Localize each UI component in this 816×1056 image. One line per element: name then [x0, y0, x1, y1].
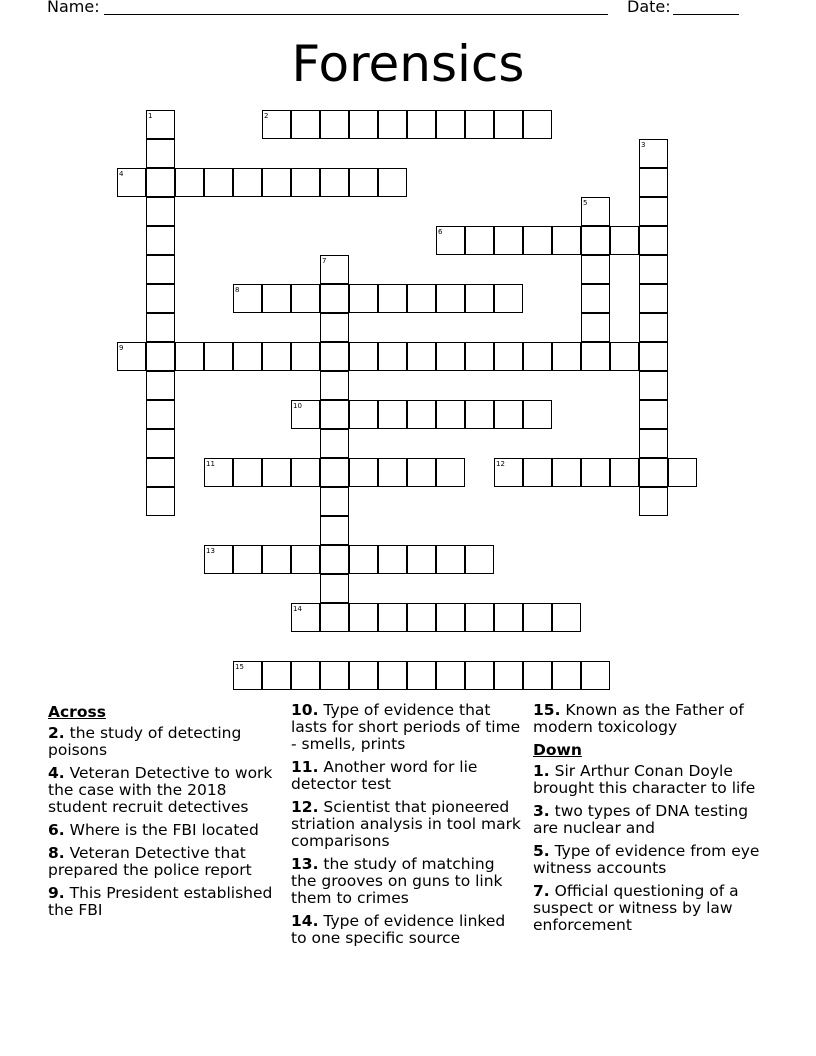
grid-cell[interactable]	[146, 429, 175, 458]
across-clue	[48, 885, 286, 919]
clue-number-11: 11	[206, 460, 215, 468]
grid-cell[interactable]	[320, 458, 349, 487]
grid-cell[interactable]	[320, 545, 349, 574]
clue-number-2: 2	[264, 112, 269, 120]
grid-cell[interactable]	[523, 226, 552, 255]
grid-cell[interactable]	[407, 342, 436, 371]
grid-cell[interactable]	[320, 110, 349, 139]
grid-cell[interactable]	[146, 226, 175, 255]
grid-cell[interactable]	[494, 603, 523, 632]
down-clue	[533, 843, 769, 877]
grid-cell[interactable]	[349, 545, 378, 574]
grid-cell[interactable]	[465, 226, 494, 255]
grid-cell[interactable]	[349, 110, 378, 139]
grid-cell[interactable]	[320, 400, 349, 429]
clue-number-1: 1	[148, 112, 153, 120]
grid-cell[interactable]	[639, 226, 668, 255]
across-clue	[291, 856, 521, 907]
down-clue	[533, 803, 769, 837]
grid-cell[interactable]	[465, 545, 494, 574]
grid-cell[interactable]	[639, 342, 668, 371]
grid-cell[interactable]	[552, 661, 581, 690]
grid-cell[interactable]	[552, 226, 581, 255]
grid-cell[interactable]	[378, 545, 407, 574]
grid-cell[interactable]	[204, 342, 233, 371]
grid-cell[interactable]	[407, 661, 436, 690]
grid-cell[interactable]	[175, 342, 204, 371]
grid-cell[interactable]	[494, 226, 523, 255]
grid-cell[interactable]	[436, 400, 465, 429]
clue-number: 5.	[533, 842, 550, 860]
grid-cell[interactable]	[262, 168, 291, 197]
across-clue	[48, 845, 286, 879]
across-clue	[533, 702, 769, 736]
name-label: Name:	[47, 0, 100, 16]
grid-cell[interactable]	[146, 284, 175, 313]
grid-cell[interactable]	[146, 139, 175, 168]
grid-cell[interactable]	[320, 487, 349, 516]
grid-cell[interactable]	[523, 603, 552, 632]
clue-text: Known as the Father of modern toxicology	[533, 701, 744, 736]
clue-text: Official questioning of a suspect or witness by law enforcement	[533, 882, 739, 934]
grid-cell[interactable]	[146, 342, 175, 371]
grid-cell[interactable]	[639, 487, 668, 516]
grid-cell[interactable]	[639, 371, 668, 400]
grid-cell[interactable]	[378, 342, 407, 371]
grid-cell[interactable]	[639, 168, 668, 197]
clue-number: 12.	[291, 798, 319, 816]
across-clue	[48, 765, 286, 816]
grid-cell[interactable]	[552, 342, 581, 371]
clue-number: 11.	[291, 758, 319, 776]
clue-text: Another word for lie detector test	[291, 758, 478, 793]
clue-text: the study of detecting poisons	[48, 724, 242, 759]
grid-cell[interactable]	[668, 458, 697, 487]
grid-cell[interactable]	[610, 458, 639, 487]
grid-cell[interactable]	[320, 313, 349, 342]
grid-cell[interactable]	[552, 603, 581, 632]
puzzle-title: Forensics	[291, 35, 525, 93]
clue-number: 3.	[533, 802, 550, 820]
clue-number-12: 12	[496, 460, 505, 468]
grid-cell[interactable]	[581, 313, 610, 342]
grid-cell[interactable]	[233, 342, 262, 371]
grid-cell[interactable]	[349, 400, 378, 429]
grid-cell[interactable]	[436, 458, 465, 487]
clue-text: Scientist that pioneered striation analysis in tool mark comparisons	[291, 798, 521, 850]
grid-cell[interactable]	[407, 400, 436, 429]
grid-cell[interactable]	[262, 661, 291, 690]
clue-text: Type of evidence from eye witness accounts	[533, 842, 760, 877]
clue-number: 4.	[48, 764, 65, 782]
grid-cell[interactable]	[291, 168, 320, 197]
clue-number-15: 15	[235, 663, 244, 671]
across-clue	[291, 759, 521, 793]
grid-cell[interactable]	[320, 574, 349, 603]
grid-cell[interactable]	[465, 110, 494, 139]
grid-cell[interactable]	[465, 284, 494, 313]
grid-cell[interactable]	[262, 458, 291, 487]
across-clue	[291, 702, 521, 753]
clue-number: 13.	[291, 855, 319, 873]
clue-column-2	[291, 702, 521, 953]
grid-cell[interactable]	[407, 458, 436, 487]
clue-number: 2.	[48, 724, 65, 742]
across-clue	[291, 799, 521, 850]
grid-cell[interactable]	[523, 458, 552, 487]
clue-column-1	[48, 702, 286, 925]
grid-cell[interactable]	[494, 284, 523, 313]
grid-cell[interactable]	[378, 110, 407, 139]
grid-cell[interactable]	[233, 168, 262, 197]
grid-cell[interactable]	[436, 603, 465, 632]
grid-cell[interactable]	[291, 110, 320, 139]
grid-cell[interactable]	[320, 168, 349, 197]
grid-cell[interactable]	[494, 661, 523, 690]
grid-cell[interactable]	[291, 458, 320, 487]
grid-cell[interactable]	[349, 342, 378, 371]
grid-cell[interactable]	[233, 458, 262, 487]
grid-cell[interactable]	[436, 284, 465, 313]
grid-cell[interactable]	[349, 458, 378, 487]
grid-cell[interactable]	[639, 313, 668, 342]
grid-cell[interactable]	[320, 342, 349, 371]
clue-number: 8.	[48, 844, 65, 862]
clue-number-13: 13	[206, 547, 215, 555]
grid-cell[interactable]	[407, 284, 436, 313]
grid-cell[interactable]	[436, 545, 465, 574]
grid-cell[interactable]	[639, 429, 668, 458]
clue-text: the study of matching the grooves on guns to link them to crimes	[291, 855, 503, 907]
grid-cell[interactable]	[639, 284, 668, 313]
grid-cell[interactable]	[146, 255, 175, 284]
grid-cell[interactable]	[494, 110, 523, 139]
grid-cell[interactable]	[407, 545, 436, 574]
grid-cell[interactable]	[378, 284, 407, 313]
grid-cell[interactable]	[378, 168, 407, 197]
across-clue	[291, 913, 521, 947]
across-clue	[48, 725, 286, 759]
grid-cell[interactable]	[639, 197, 668, 226]
grid-cell[interactable]	[349, 168, 378, 197]
grid-cell[interactable]	[262, 545, 291, 574]
grid-cell[interactable]	[465, 342, 494, 371]
clue-number-7: 7	[322, 257, 327, 265]
grid-cell[interactable]	[378, 458, 407, 487]
clue-number-14: 14	[293, 605, 302, 613]
grid-cell[interactable]	[523, 661, 552, 690]
grid-cell[interactable]	[262, 342, 291, 371]
grid-cell[interactable]	[610, 342, 639, 371]
grid-cell[interactable]	[465, 400, 494, 429]
grid-cell[interactable]	[407, 110, 436, 139]
grid-cell[interactable]	[146, 400, 175, 429]
grid-cell[interactable]	[233, 545, 262, 574]
grid-cell[interactable]	[291, 661, 320, 690]
grid-cell[interactable]	[494, 400, 523, 429]
grid-cell[interactable]	[291, 545, 320, 574]
grid-cell[interactable]	[407, 603, 436, 632]
grid-cell[interactable]	[378, 400, 407, 429]
grid-cell[interactable]	[320, 603, 349, 632]
grid-cell[interactable]	[349, 284, 378, 313]
clue-text: Type of evidence linked to one specific source	[291, 912, 506, 947]
grid-cell[interactable]	[349, 661, 378, 690]
grid-cell[interactable]	[320, 661, 349, 690]
grid-cell[interactable]	[378, 603, 407, 632]
clue-number: 15.	[533, 701, 561, 719]
grid-cell[interactable]	[436, 342, 465, 371]
grid-cell[interactable]	[465, 603, 494, 632]
clue-number-9: 9	[119, 344, 124, 352]
grid-cell[interactable]	[639, 255, 668, 284]
grid-cell[interactable]	[523, 400, 552, 429]
grid-cell[interactable]	[523, 342, 552, 371]
grid-cell[interactable]	[639, 400, 668, 429]
clue-text: two types of DNA testing are nuclear and	[533, 802, 749, 837]
clue-number-6: 6	[438, 228, 443, 236]
grid-cell[interactable]	[146, 168, 175, 197]
grid-cell[interactable]	[581, 458, 610, 487]
grid-cell[interactable]	[523, 110, 552, 139]
grid-cell[interactable]	[320, 429, 349, 458]
grid-cell[interactable]	[494, 342, 523, 371]
clue-text: This President established the FBI	[48, 884, 273, 919]
clue-number: 1.	[533, 762, 550, 780]
grid-cell[interactable]	[146, 371, 175, 400]
clue-number-8: 8	[235, 286, 240, 294]
grid-cell[interactable]	[581, 255, 610, 284]
clue-text: Type of evidence that lasts for short periods of time - smells, prints	[291, 701, 521, 753]
clue-number-4: 4	[119, 170, 124, 178]
grid-cell[interactable]	[204, 168, 233, 197]
date-label: Date:	[627, 0, 671, 16]
grid-cell[interactable]	[291, 284, 320, 313]
clue-number: 9.	[48, 884, 65, 902]
grid-cell[interactable]	[610, 226, 639, 255]
grid-cell[interactable]	[146, 197, 175, 226]
grid-cell[interactable]	[581, 661, 610, 690]
grid-cell[interactable]	[581, 284, 610, 313]
clue-number: 6.	[48, 821, 65, 839]
across-clue	[48, 822, 286, 839]
grid-cell[interactable]	[320, 516, 349, 545]
grid-cell[interactable]	[146, 487, 175, 516]
clue-text: Where is the FBI located	[64, 821, 259, 839]
grid-cell[interactable]	[552, 458, 581, 487]
clue-number-5: 5	[583, 199, 588, 207]
clue-text: Veteran Detective that prepared the police report	[48, 844, 252, 879]
grid-cell[interactable]	[146, 313, 175, 342]
grid-cell[interactable]	[436, 661, 465, 690]
grid-cell[interactable]	[465, 661, 494, 690]
grid-cell[interactable]	[262, 284, 291, 313]
grid-cell[interactable]	[320, 371, 349, 400]
clue-number-10: 10	[293, 402, 302, 410]
clue-column-3	[533, 702, 769, 940]
grid-cell[interactable]	[175, 168, 204, 197]
down-heading: Down	[533, 741, 582, 759]
grid-cell[interactable]	[291, 342, 320, 371]
clue-number: 14.	[291, 912, 319, 930]
grid-cell[interactable]	[436, 110, 465, 139]
grid-cell[interactable]	[320, 284, 349, 313]
clue-text: Sir Arthur Conan Doyle brought this character to life	[533, 762, 756, 797]
clue-text: Veteran Detective to work the case with the 2018 student recruit detectives	[48, 764, 273, 816]
grid-cell[interactable]	[378, 661, 407, 690]
clue-number-3: 3	[641, 141, 646, 149]
down-clue	[533, 763, 769, 797]
grid-cell[interactable]	[639, 458, 668, 487]
grid-cell[interactable]	[146, 458, 175, 487]
grid-cell[interactable]	[349, 603, 378, 632]
down-clue	[533, 883, 769, 934]
grid-cell[interactable]	[581, 342, 610, 371]
grid-cell[interactable]	[581, 226, 610, 255]
clue-number: 7.	[533, 882, 550, 900]
across-heading: Across	[48, 703, 106, 721]
clue-number: 10.	[291, 701, 319, 719]
